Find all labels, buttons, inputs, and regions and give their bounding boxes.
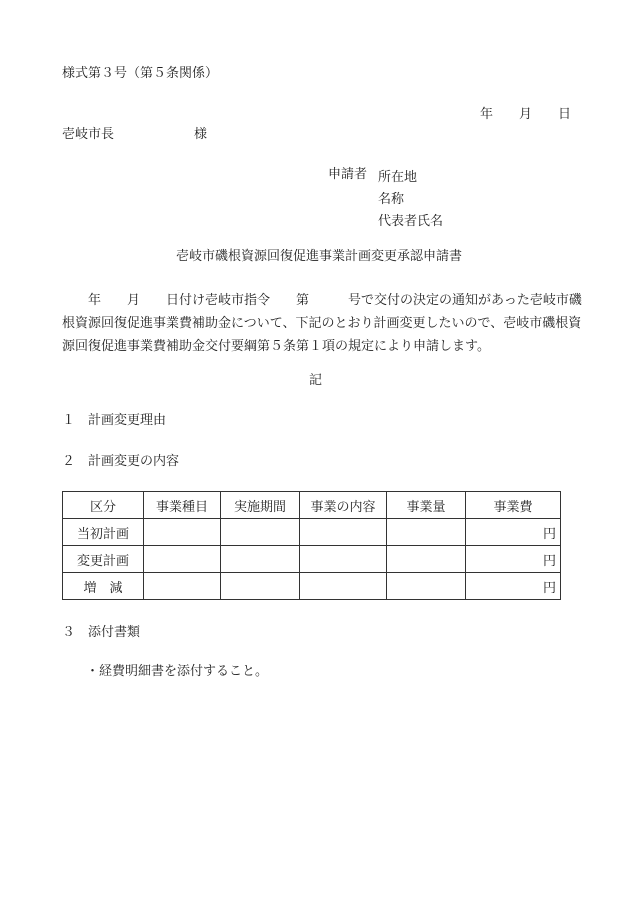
cell-quantity [387,519,466,546]
cell-period [221,546,300,573]
addressee-name: 壱岐市長 [62,127,115,142]
date-year: 年 [480,107,494,122]
applicant-fields [378,167,443,233]
cell-content [300,519,387,546]
addressee-honorific: 様 [194,127,208,142]
applicant-label: 申請者 [328,167,368,182]
cell-period [221,519,300,546]
date-day: 日 [558,107,572,122]
plan-table [62,491,561,600]
body-line: 根資源回復促進事業費補助金について、下記のとおり計画変更したいので、壱岐市磯根資 [62,316,582,331]
attachment-item: ・経費明細書を添付すること。 [86,664,269,679]
section-change-content: ２ 計画変更の内容 [62,454,180,469]
body-line: 源回復促進事業費補助金交付要綱第５条第１項の規定により申請します。 [62,339,490,354]
cell-content [300,546,387,573]
header-content: 事業の内容 [300,492,387,519]
table-header-row [63,492,561,519]
document-title: 壱岐市磯根資源回復促進事業計画変更承認申請書 [176,249,463,264]
applicant-address-label: 所在地 [378,170,418,185]
cell-period [221,573,300,600]
cell-cost: 円 [466,519,561,546]
header-cost: 事業費 [466,492,561,519]
table-row [63,573,561,600]
body-line: 年 月 日付け壱岐市指令 第 号で交付の決定の通知があった壱岐市磯 [62,293,582,308]
cell-project-type [144,546,221,573]
header-quantity: 事業量 [387,492,466,519]
row-label: 変更計画 [63,546,144,573]
cell-cost: 円 [466,573,561,600]
section-change-reason: １ 計画変更理由 [62,413,167,428]
row-label: 当初計画 [63,519,144,546]
cell-content [300,573,387,600]
table-row [63,519,561,546]
date-month: 月 [519,107,533,122]
form-number: 様式第３号（第５条関係） [62,66,219,81]
applicant-name-label: 名称 [378,192,405,207]
cell-project-type [144,519,221,546]
section-attachments: ３ 添付書類 [62,625,141,640]
date-line [480,107,571,123]
header-period: 実施期間 [221,492,300,519]
row-label: 増 減 [63,573,144,600]
cell-quantity [387,546,466,573]
addressee [62,127,207,143]
body-paragraph [62,289,582,358]
cell-cost: 円 [466,546,561,573]
table-row [63,546,561,573]
ki-heading: 記 [309,373,323,388]
header-project-type: 事業種目 [144,492,221,519]
applicant-representative-label: 代表者氏名 [378,214,444,229]
cell-quantity [387,573,466,600]
header-category: 区分 [63,492,144,519]
cell-project-type [144,573,221,600]
